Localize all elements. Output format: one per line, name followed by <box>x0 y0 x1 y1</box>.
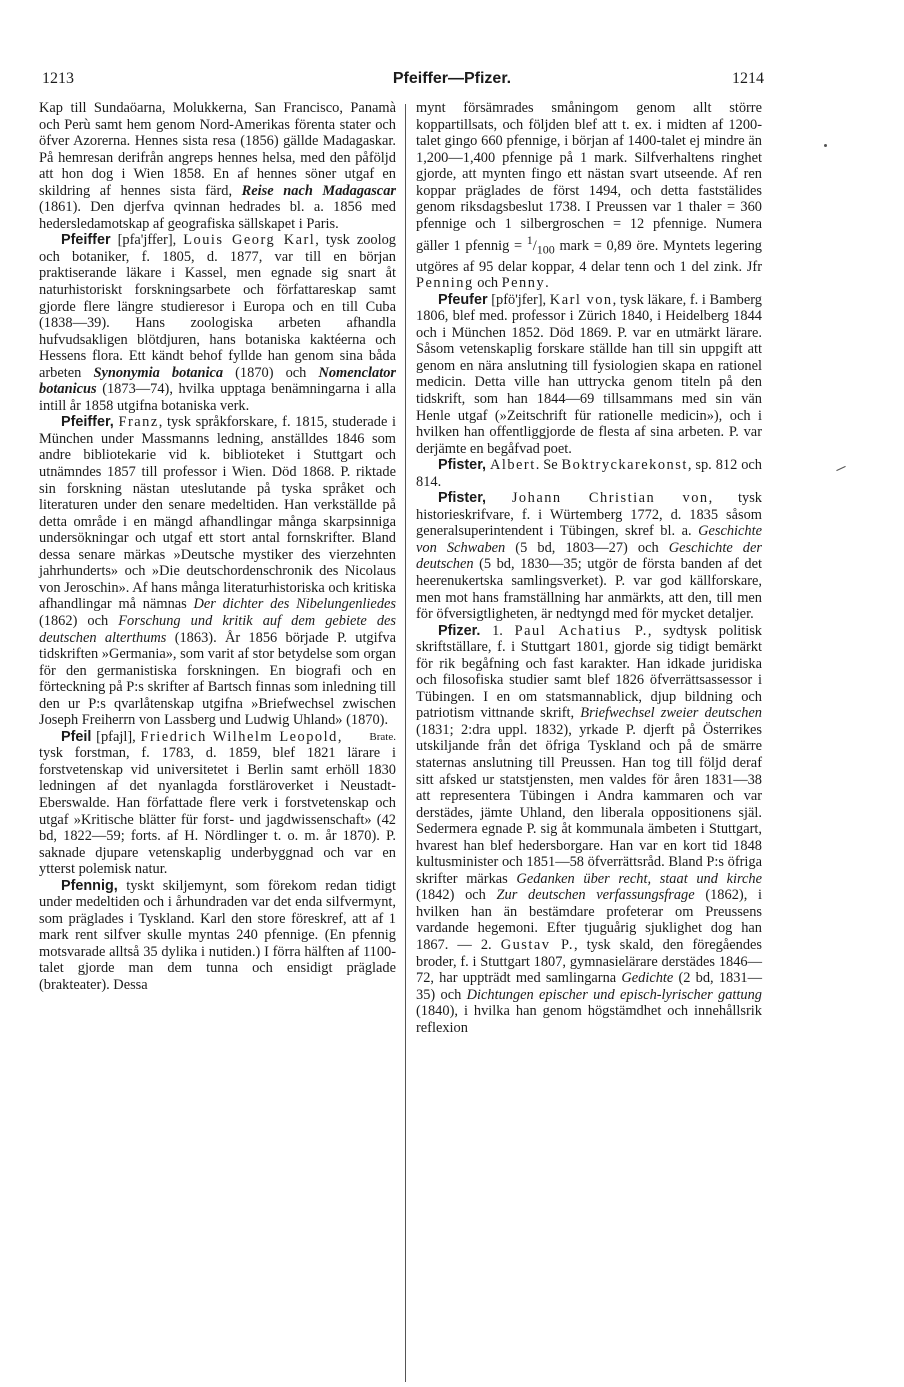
dictionary-entry: Pfister, Albert. Se Boktryckarekonst, sp. 812 och 814. <box>416 457 762 490</box>
page-header <box>0 70 904 94</box>
running-title: Pfeiffer—Pfizer. <box>392 70 512 87</box>
margin-mark <box>836 466 845 471</box>
dictionary-entry: Pfeufer [pfö'jfer], Karl von, tysk läkare, f. i Bamberg 1806, blef med. professor i Zürich 1840, i Heidelberg 1844 och i München 1852. Död 1869. P. var en utmärkt lärare. Såsom vetenskaplig forskare ställde han till sin uppgift att genom en nära anslutning till fysiologien skapa en rationel medicin. Detta ville han uttrycka genom titeln på den tidskrift, som han 1844—69 tillsammans med sin vän Henle utgaf (»Zeitschrift für rationelle medicin»), och i hvilken han offentliggjorde de flesta af sina arbeten. P. var derjämte en begåfvad poet. <box>416 291 762 457</box>
left-column <box>39 100 396 994</box>
dictionary-entry: Pfeiffer, Franz, tysk språkforskare, f. 1815, studerade i München under Massmanns ledning, anställdes 1846 som andre bibliotekarie vid k. biblioteket i Stuttgart och utnämndes 1857 till professor i Wien. Död 1868. P. riktade sin forskning nästan uteslutande på tyska språket och literaturen under den senare medeltiden. Han verkställde på detta område i en mängd afhandlingar många skarpsinniga undersökningar och utgaf ett stort antal fornskrifter. Bland dessa senare märkas »Deutsche mystiker des vierzehnten jahrhunderts» och »Die deutschordenschronik des Nicolaus von Jeroschin». Af hans många literaturhistoriska och kritiska afhandlingar må nämnas Der dichter des Nibelungenliedes (1862) och Forschung und kritik auf dem gebiete des deutschen alterthums (1863). År 1856 började P. utgifva tidskriften »Germania», som varit af stor betydelse som organ för den germanistiska forskningen. En biografi och en förteckning på P:s skrifter af Bartsch finnas som inledning till den ur P:s qvarlåtenskap utgifna »Briefwechsel zwischen Joseph Freiherrn von Lassberg und Ludwig Uhland» (1870). Brate. <box>39 414 397 743</box>
dictionary-entry: Pfennig, tyskt skiljemynt, som förekom redan tidigt under medeltiden och i århundraden var det enda silfvermynt, som präglades i Tyskland. Karl den store föreskref, att af 1 mark rent silfver skulle myntas 240 pfennige. (En pfennig motsvarade alltså 35 dylika i nutiden.) I förra hälften af 1100-talet gjorde man dem tunna och ensidigt präglade (brakteater). Dessa <box>39 877 396 993</box>
dictionary-entry: Pfister, Johann Christian von, tysk historieskrifvare, f. i Würtemberg 1772, d. 1835 såsom generalsuperintendent i Tübingen, skref bl. a. Geschichte von Schwaben (5 bd, 1803—27) och Geschichte der deutschen (5 bd, 1830—35; utgör de första banden af det heerenukertska samlingsverket). P. var god källforskare, men mot hans framställning har anmärkts, att den, till men för öfversigtligheten, är nedtyngd med för mycket detaljer. <box>416 490 762 623</box>
column-divider <box>405 104 406 1382</box>
margin-mark <box>824 144 827 147</box>
dictionary-entry: Pfeiffer [pfa'jffer], Louis Georg Karl, tysk zoolog och botaniker, f. 1805, d. 1877, var till en början praktiserande läkare i Kassel, men egnade sig snart åt naturhistoriskt forskningsarbete och författareskap samt gjorde flere längre studieresor i Europa och en till Cuba (1838—39). Hans zoologiska arbeten afhandla hufvudsakligen blötdjuren, hans botaniska kaktéerna och Hessens flora. Ett kändt behof fyllde han genom sina båda arbeten Synonymia botanica (1870) och Nomenclator botanicus (1873—74), hvilka upptaga benämningarna i alla intill år 1858 utgifna botaniska verk. <box>39 232 396 414</box>
dictionary-entry: Pfizer. 1. Paul Achatius P., sydtysk politisk skriftställare, f. i Stuttgart 1801, gjorde sig tidigt bemärkt för rik begåfning och fast karakter. Han idkade juridiska och filosofiska studier samt blef 1826 öfverrättsassessor i Tübingen. I en om statsmannablick, djup bildning och patriotism vittnande skrift, Briefwechsel zweier deutschen (1831; 2:dra uppl. 1832), yrkade P. djerft på Österrikes utskiljande från det öfriga Tyskland och på de smärre staternas anslutning till Preussen. Han tog till följd deraf sitt afsked ur statstjensten, men valdes för åren 1831—38 att representera Tübingen i Andra kammaren och var derstädes, jämte Uhland, den liberala oppositionens själ. Sedermera egnade P. sig åt kommunala ämbeten i Stuttgart, hvarest han blef hedersborgare. Han var en kort tid 1848 kultusminister och 1851—58 öfverrättsråd. Bland P:s öfriga skrifter märkas Gedanken über recht, staat und kirche (1842) och Zur deutschen verfassungsfrage (1862), i hvilken han än bestämdare profeterar om Preussens vardande hegemoni. Efter tjuguårig sjuklighet dog han 1867. — 2. Gustav P., tysk skald, den föregåendes broder, f. i Stuttgart 1807, gymnasielärare derstädes 1846—72, har uppträdt med samlingarna Gedichte (2 bd, 1831—35) och Dichtungen epischer und episch-lyrischer gattung (1840), i hvilka han genom högstämdhet och innehållsrik reflexion <box>416 622 763 1036</box>
dictionary-entry: Pfeil [pfajl], Friedrich Wilhelm Leopold, tysk forstman, f. 1783, d. 1859, blef 1821 lärare i forstvetenskap vid universitetet i Berlin samt erhöll 1830 ledningen af det nyanlagda forstläroverket i Neustadt-Eberswalde. Han författade flere verk i forstvetenskap och utgaf »Kritische blätter für forst- und jagdwissenschaft» (42 bd, 1822—59; forts. af H. Nördlinger t. o. m. år 1870). P. saknade djupare vetenskaplig underbyggnad och var en ytterst polemisk natur. <box>39 728 396 878</box>
page-number-left: 1213 <box>42 70 74 87</box>
entry-continuation: Kap till Sundaöarna, Molukkerna, San Francisco, Panamà och Perù samt hem genom Nord-Amerikas förenta stater och öfver Azorerna. Hennes sista resa (1856) gällde Madagaskar. På hemresan derifrån angreps hennes helsa, med den påföljd att hon dog i Wien 1858. En af hennes söner utgaf en skildring af hennes sista färd, Reise nach Madagascar (1861). Den djerfva qvinnan hedrades bl. a. 1856 med hedersledamotskap af geografiska sällskapet i Paris. <box>39 100 396 232</box>
right-column <box>416 100 762 1036</box>
page-number-right: 1214 <box>732 70 764 87</box>
entry-continuation: mynt försämrades småningom genom allt större koppartillsats, och följden blef att t. ex. i midten af 1200-talet gingo 660 pfennige, i början af 1400-talet ej mindre än 1,200—1,400 pfennige på 1 mark. Silfverhaltens ringhet gjorde, att mynten fingo ett nästan svart utseende. Af ren koppar präglades de först 1494, och detta faststälides genom riksdagsbeslut 1738. I Preussen var 1 thaler = 360 pfennige och 1 silbergroschen = 12 pfennige. Numera gäller 1 pfennig = $^1/_{100}$ mark = 0,89 öre. Myntets legering utgöres af 95 delar koppar, 4 delar tenn och 1 del zink. Jfr Penning och Penny. <box>416 100 763 292</box>
